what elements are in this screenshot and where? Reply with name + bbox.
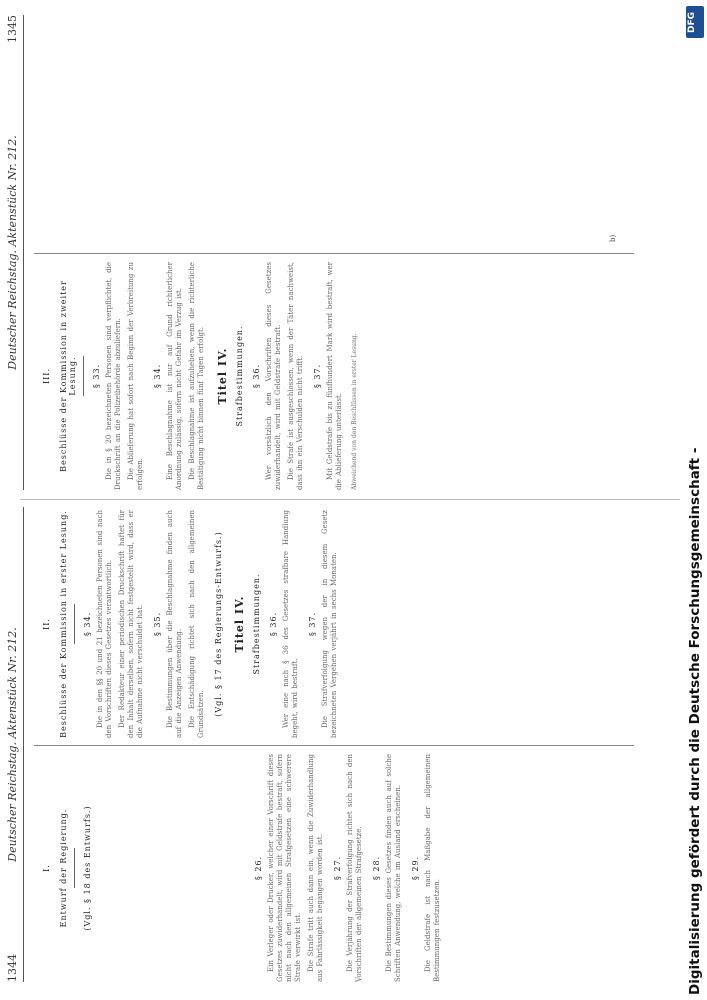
dfg-logo: DFG bbox=[686, 6, 704, 38]
title-heading: Titel IV. bbox=[233, 595, 246, 653]
section-heading: § 29. bbox=[411, 855, 420, 881]
column-subheading: Beschlüsse der Kommission in zweiter Lesung. bbox=[59, 280, 77, 472]
paragraph: Die Entschädigung richtet sich nach den allgemeinen Grundsätzen. bbox=[188, 510, 205, 738]
column-subheading: Beschlüsse der Kommission in erster Lesung. bbox=[59, 510, 68, 738]
section-heading: § 26. bbox=[254, 855, 263, 881]
right-page-header bbox=[6, 15, 28, 490]
section-heading: § 36. bbox=[252, 363, 261, 389]
left-page-header bbox=[6, 507, 28, 982]
title-heading: Titel IV. bbox=[216, 347, 229, 405]
column-subheading: Entwurf der Regierung. bbox=[59, 808, 68, 928]
header-rule bbox=[23, 507, 24, 982]
section-heading: § 37. bbox=[313, 363, 322, 389]
paragraph: Mit Geldstrafe bis zu fünfhundert Mark wird bestraft, wer die Ablieferung unterlässt. bbox=[326, 262, 343, 490]
column-heading: III. bbox=[42, 367, 51, 385]
title-subheading: Strafbestimmungen. bbox=[235, 325, 244, 427]
paragraph: Die in § 20 bezeichneten Personen sind verpflichtet, die Druckschrift an die Polizeibehörde abzuliefern. bbox=[105, 262, 122, 490]
column-heading: II. bbox=[42, 618, 51, 630]
paragraph: Wer vorsätzlich den Vorschriften dieses Gesetzes zuwiderhandelt, wird mit Geldstrafe bestraft. bbox=[265, 262, 282, 490]
section-heading: § 36. bbox=[269, 611, 278, 637]
left-page bbox=[0, 507, 707, 982]
paragraph: Ein Verleger oder Drucker, welcher einer Vorschrift dieses Gesetzes zuwiderhandelt, wird mit Geldstrafe bestraft, sofern nicht nach den allgemeinen Strafgesetzen eine schwerere Strafe verwirkt ist. bbox=[267, 754, 302, 982]
paragraph: Die Verjährung der Strafverfolgung richtet sich nach den Vorschriften der allgemeinen Strafgesetze. bbox=[346, 754, 363, 982]
section-heading: § 34. bbox=[153, 363, 162, 389]
paragraph: Die Strafe tritt auch dann ein, wenn die Zuwiderhandlung aus Fahrlässigkeit begangen worden ist. bbox=[307, 754, 324, 982]
right-page bbox=[0, 15, 707, 490]
paragraph: Die Bestimmungen über die Beschlagnahme finden auch auf die Anzeigen Anwendung. bbox=[166, 510, 183, 738]
paragraph: Die in den §§ 20 und 21 bezeichneten Personen sind nach den Vorschriften dieses Gesetzes verantwortlich. bbox=[96, 510, 113, 738]
paragraph: Die Beschlagnahme ist aufzuheben, wenn die richterliche Bestätigung nicht binnen fünf Tagen erfolgt. bbox=[188, 262, 205, 490]
digitization-banner bbox=[683, 0, 707, 1000]
left-column-1 bbox=[34, 754, 634, 982]
title-subheading: Strafbestimmungen. bbox=[252, 573, 261, 675]
section-heading: § 35. bbox=[153, 611, 162, 637]
reference-note: (Vgl. § 17 des Regierungs-Entwurfs.) bbox=[214, 531, 223, 717]
column-rule bbox=[34, 745, 634, 746]
paragraph: Der Redakteur einer periodischen Druckschrift haftet für den Inhalt derselben, sofern nicht festgestellt wird, dass er die Aufnahme nicht verschuldet hat. bbox=[118, 510, 144, 738]
banner-text: Digitalisierung gefördert durch die Deutsche Forschungsgemeinschaft - bbox=[687, 447, 703, 995]
footnote: Abweichend von den Beschlüssen in erster Lesung. bbox=[351, 333, 358, 490]
paragraph: Die Strafverfolgung wegen der in diesem Gesetz bezeichneten Vergehen verjährt in sechs Monaten. bbox=[321, 510, 338, 738]
paragraph: Die Strafe ist ausgeschlossen, wenn der Täter nachweist, dass ihn ein Verschulden nicht trifft. bbox=[287, 262, 304, 490]
section-heading: § 37. bbox=[308, 611, 317, 637]
column-rule bbox=[34, 253, 634, 254]
running-title: Deutscher Reichstag. Aktenstück Nr. 212. bbox=[6, 135, 19, 370]
column-heading: I. bbox=[42, 864, 51, 872]
right-column-1 bbox=[34, 262, 634, 490]
section-heading: § 27. bbox=[333, 855, 342, 881]
running-title: Deutscher Reichstag. Aktenstück Nr. 212. bbox=[6, 627, 19, 862]
paragraph: Eine Beschlagnahme ist nur auf Grund richterlicher Anordnung zulässig, sofern nicht Gefahr im Verzug ist. bbox=[166, 262, 183, 490]
paragraph: Die Ablieferung hat sofort nach Beginn der Verbreitung zu erfolgen. bbox=[127, 262, 144, 490]
divider bbox=[74, 848, 75, 888]
page-number: 1345 bbox=[6, 15, 19, 43]
right-column-2 bbox=[34, 18, 634, 246]
paragraph: Wer eine nach § 36 des Gesetzes strafbare Handlung begeht, wird bestraft. bbox=[282, 510, 299, 738]
margin-marker: b) bbox=[609, 234, 617, 242]
page-number: 1344 bbox=[6, 954, 19, 982]
divider bbox=[83, 356, 84, 396]
divider bbox=[74, 604, 75, 644]
left-column-2 bbox=[34, 510, 634, 738]
page-spine bbox=[20, 499, 680, 500]
section-heading: § 28. bbox=[372, 855, 381, 881]
reference-note: (Vgl. § 18 des Entwurfs.) bbox=[83, 805, 92, 931]
section-heading: § 34. bbox=[83, 611, 92, 637]
paragraph: Die Geldstrafe ist nach Maßgabe der allgemeinen Bestimmungen festzusetzen. bbox=[424, 754, 441, 982]
section-heading: § 33. bbox=[92, 363, 101, 389]
paragraph: Die Bestimmungen dieses Gesetzes finden auch auf solche Schriften Anwendung, welche im Ausland erscheinen. bbox=[385, 754, 402, 982]
header-rule bbox=[23, 15, 24, 490]
